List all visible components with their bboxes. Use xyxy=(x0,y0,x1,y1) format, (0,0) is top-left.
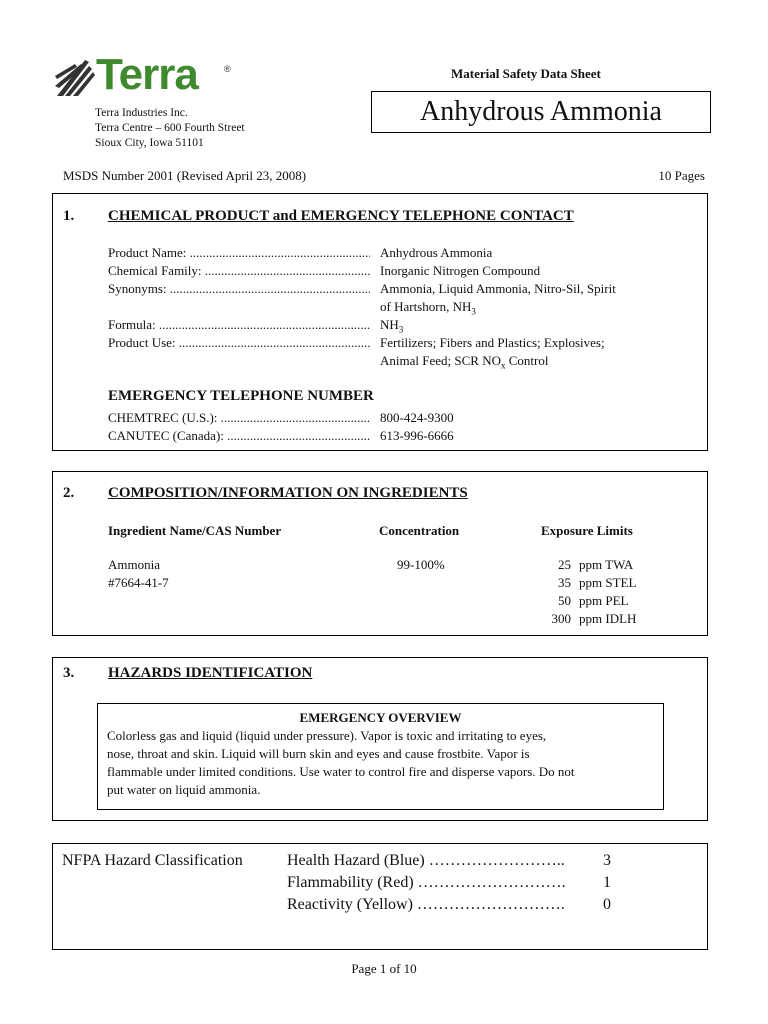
nfpa-row xyxy=(287,894,617,916)
nfpa-item-dots: ………………………. xyxy=(416,896,565,913)
subscript: 3 xyxy=(398,324,404,335)
section-number: 1. xyxy=(63,208,75,224)
limit-value: 50 xyxy=(558,593,571,608)
overview-text xyxy=(107,727,657,799)
nfpa-item-name: Health Hazard (Blue) xyxy=(287,852,425,869)
terra-logo-icon xyxy=(55,58,97,98)
nfpa-item-value: 3 xyxy=(603,852,611,869)
header-concentration: Concentration xyxy=(379,523,460,538)
nfpa-row xyxy=(287,872,617,894)
product-title: Anhydrous Ammonia xyxy=(371,91,711,133)
registered-mark: ® xyxy=(224,64,231,74)
limit-value: 25 xyxy=(558,557,571,572)
section-number: 3. xyxy=(63,665,75,681)
company-line: Terra Centre – 600 Fourth Street xyxy=(95,122,245,134)
field-value-line: of Hartshorn, NH xyxy=(380,299,472,314)
document-type: Material Safety Data Sheet xyxy=(451,66,601,81)
limit-value: 300 xyxy=(551,611,571,626)
limit-unit: ppm IDLH xyxy=(579,611,637,626)
page-count: 10 Pages xyxy=(658,168,705,183)
nfpa-item-dots: …………………….. xyxy=(428,852,565,869)
field-label: Chemical Family: ..... xyxy=(108,262,370,280)
header-ingredient: Ingredient Name/CAS Number xyxy=(108,523,282,538)
nfpa-item-name: Flammability (Red) xyxy=(287,874,414,891)
field-value-line: Fertilizers; Fibers and Plastics; Explosives; xyxy=(380,335,605,350)
company-address xyxy=(95,106,245,151)
section-title: COMPOSITION/INFORMATION ON INGREDIENTS xyxy=(108,485,468,501)
phone-number: 613-996-6666 xyxy=(380,428,454,443)
section-3 xyxy=(52,657,708,821)
phone-label: CANUTEC (Canada): ..... xyxy=(108,427,370,445)
logo-wordmark: Terra xyxy=(96,50,198,99)
ingredient-name: Ammonia xyxy=(108,557,160,572)
company-line: Terra Industries Inc. xyxy=(95,107,188,119)
section-title: HAZARDS IDENTIFICATION xyxy=(108,665,313,681)
nfpa-item-value: 1 xyxy=(603,874,611,891)
overview-title: EMERGENCY OVERVIEW xyxy=(299,710,462,725)
overview-line: flammable under limited conditions. Use water to control fire and disperse vapors. Do not xyxy=(107,764,575,779)
header-exposure: Exposure Limits xyxy=(541,523,633,538)
concentration-value: 99-100% xyxy=(397,557,445,572)
field-value xyxy=(380,334,670,375)
msds-number: MSDS Number 2001 (Revised April 23, 2008) xyxy=(63,168,307,183)
limit-unit: ppm TWA xyxy=(579,557,634,572)
limit-unit: ppm PEL xyxy=(579,593,629,608)
phone-label: CHEMTREC (U.S.): ..... xyxy=(108,409,370,427)
company-line: Sioux City, Iowa 51101 xyxy=(95,137,204,149)
field-value-line: Animal Feed; SCR NO xyxy=(380,353,501,368)
nfpa-item-value: 0 xyxy=(603,896,611,913)
emergency-title: EMERGENCY TELEPHONE NUMBER xyxy=(108,388,374,404)
emergency-overview-box xyxy=(97,703,664,810)
field-value-line: Ammonia, Liquid Ammonia, Nitro-Sil, Spirit xyxy=(380,281,616,296)
field-value: Anhydrous Ammonia xyxy=(380,245,493,260)
limit-unit: ppm STEL xyxy=(579,575,637,590)
nfpa-row xyxy=(287,850,617,872)
section-1 xyxy=(52,193,708,451)
nfpa-item-dots: ………………………. xyxy=(417,874,566,891)
nfpa-item-name: Reactivity (Yellow) xyxy=(287,896,413,913)
overview-line: nose, throat and skin. Liquid will burn skin and eyes and cause frostbite. Vapor is xyxy=(107,746,530,761)
page-footer: Page 1 of 10 xyxy=(351,961,417,976)
phone-number: 800-424-9300 xyxy=(380,410,454,425)
cas-number: #7664-41-7 xyxy=(108,575,169,590)
field-value xyxy=(380,280,670,321)
limit-value: 35 xyxy=(558,575,571,590)
field-value-line: Control xyxy=(505,353,549,368)
field-label: Product Use: ..... xyxy=(108,334,370,352)
section-2 xyxy=(52,471,708,636)
formula-base: NH xyxy=(380,317,399,332)
field-label: Product Name: ..... xyxy=(108,244,370,262)
overview-line: put water on liquid ammonia. xyxy=(107,782,261,797)
subscript: 3 xyxy=(471,306,476,317)
section-number: 2. xyxy=(63,485,75,501)
field-label: Synonyms: ..... xyxy=(108,280,370,298)
section-title: CHEMICAL PRODUCT and EMERGENCY TELEPHONE CONTACT xyxy=(108,208,574,224)
field-value: Inorganic Nitrogen Compound xyxy=(380,263,541,278)
overview-line: Colorless gas and liquid (liquid under pressure). Vapor is toxic and irritating to eyes, xyxy=(107,728,547,743)
field-label: Formula: ..... xyxy=(108,316,370,334)
subscript: x xyxy=(500,360,506,371)
nfpa-box xyxy=(52,843,708,950)
nfpa-label: NFPA Hazard Classification xyxy=(62,852,243,869)
